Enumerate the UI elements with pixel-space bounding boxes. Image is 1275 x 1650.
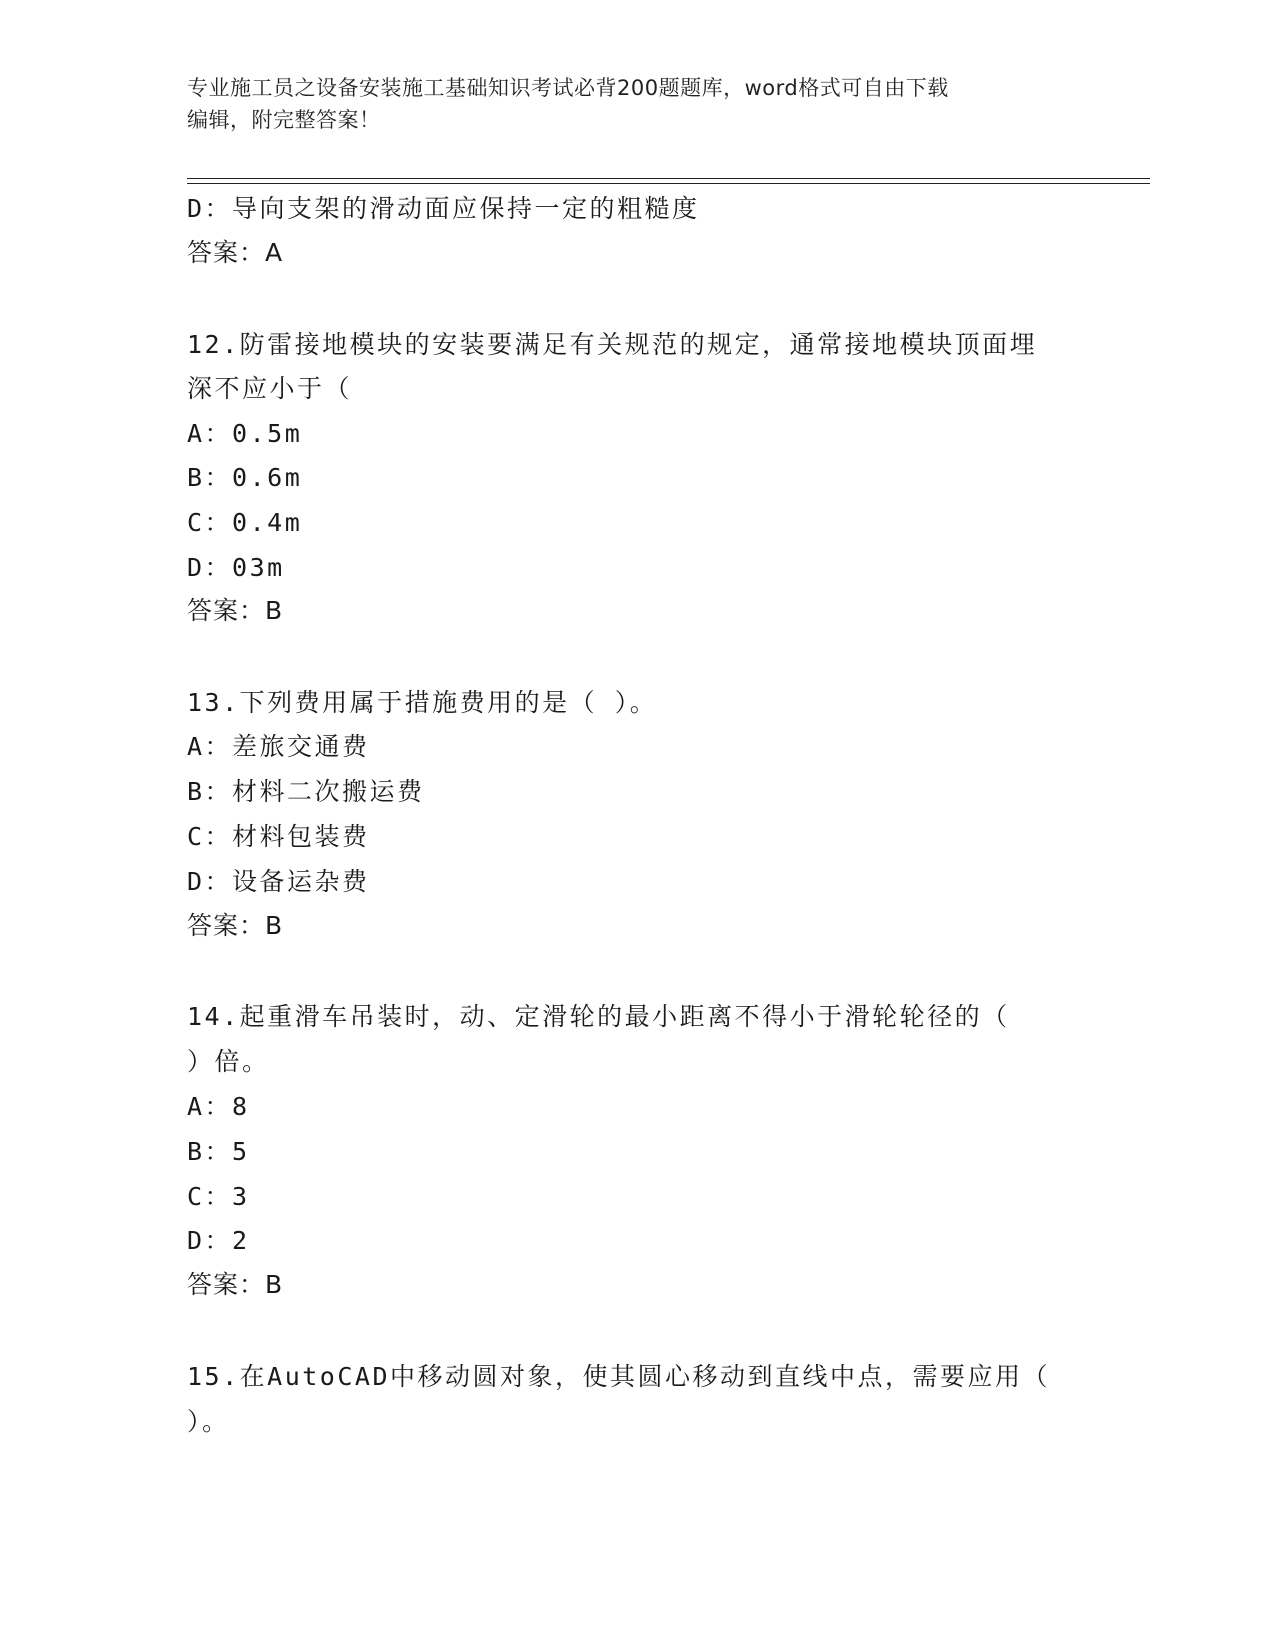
q12-answer: 答案：B (187, 596, 284, 625)
document-header (187, 72, 1087, 136)
q14-option-a: A：8 (187, 1092, 250, 1121)
header-title-line-1: 专业施工员之设备安装施工基础知识考试必背200题题库，word格式可自由下载 (187, 76, 949, 100)
q13-stem-line-1: 13.下列费用属于措施费用的是（ ）。 (187, 688, 658, 717)
q13-option-d: D：设备运杂费 (187, 867, 370, 896)
q14-answer: 答案：B (187, 1270, 284, 1299)
q12-option-a: A：0.5m (187, 419, 303, 448)
q12-option-d: D：03m (187, 553, 285, 582)
q14-option-b: B：5 (187, 1137, 250, 1166)
q12-stem-line-2: 深不应小于（ (187, 374, 353, 403)
header-divider-bottom (187, 183, 1150, 184)
q12-stem-line-1: 12.防雷接地模块的安装要满足有关规范的规定，通常接地模块顶面埋 (187, 330, 1038, 359)
prev-option-d: D：导向支架的滑动面应保持一定的粗糙度 (187, 194, 700, 223)
q14-stem-line-1: 14.起重滑车吊装时，动、定滑轮的最小距离不得小于滑轮轮径的（ (187, 1002, 1010, 1031)
header-title-line-2: 编辑，附完整答案！ (187, 108, 381, 132)
q13-answer: 答案：B (187, 911, 284, 940)
q14-stem-line-2: ）倍。 (187, 1047, 270, 1076)
q14-option-d: D：2 (187, 1226, 250, 1255)
q13-option-c: C：材料包装费 (187, 822, 370, 851)
q12-option-c: C：0.4m (187, 508, 303, 537)
q15-stem-line-1: 15.在AutoCAD中移动圆对象，使其圆心移动到直线中点，需要应用（ (187, 1362, 1051, 1391)
q15-stem-line-2: ）。 (187, 1407, 230, 1436)
header-divider-top (187, 178, 1150, 179)
prev-answer: 答案：A (187, 238, 284, 267)
q14-option-c: C：3 (187, 1182, 250, 1211)
q13-option-b: B：材料二次搬运费 (187, 777, 425, 806)
q12-option-b: B：0.6m (187, 463, 303, 492)
q13-option-a: A：差旅交通费 (187, 732, 370, 761)
